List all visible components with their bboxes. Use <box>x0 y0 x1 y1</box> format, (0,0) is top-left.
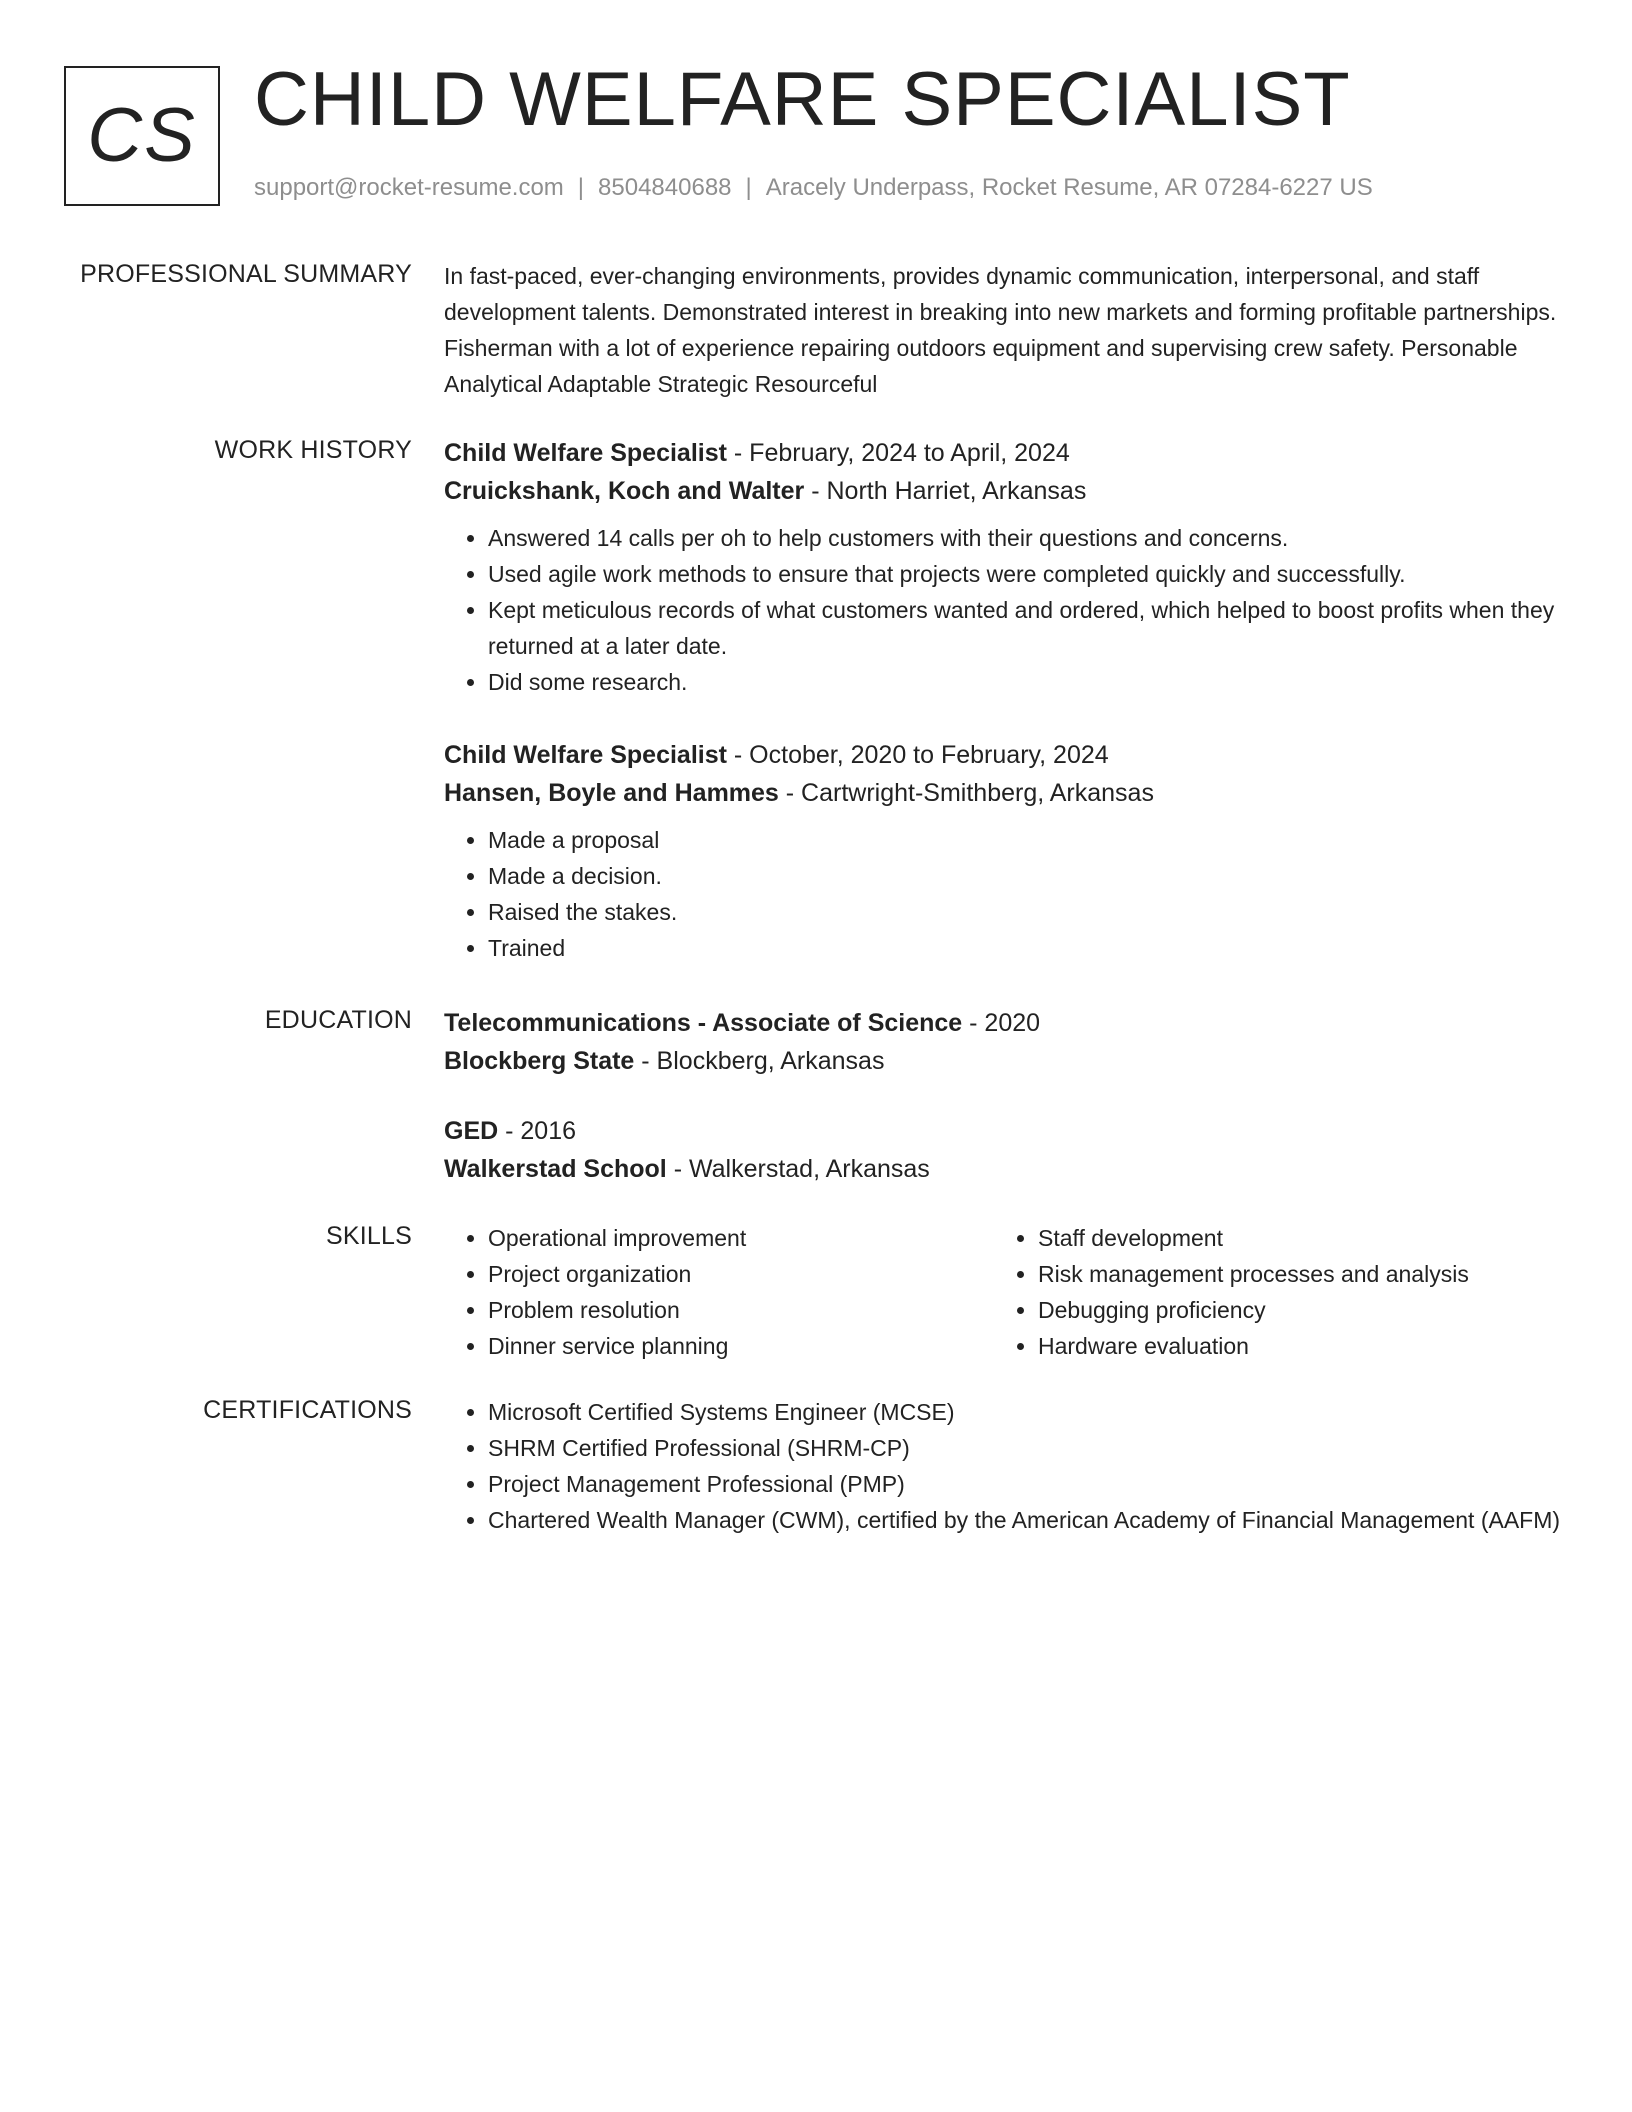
job-bullet: • Did some research. <box>488 664 1564 700</box>
job-company: Hansen, Boyle and Hammes <box>444 779 779 807</box>
skill-item: • Project organization <box>488 1256 994 1292</box>
summary-text: In fast-paced, ever-changing environments, provides dynamic communication, interpersonal, and staff development talents. Demonstrated interest in breaking into new markets and forming profitable partnerships. Fisherman with a lot of experience repairing outdoors equipment and supervising crew safety. Personable Analytical Adaptable Strategic Resourceful <box>444 263 1557 397</box>
job-location: - North Harriet, Arkansas <box>804 477 1087 505</box>
skill-item: • Problem resolution <box>488 1292 994 1328</box>
certifications-body <box>444 1394 1564 1538</box>
section-label-work-history: WORK HISTORY <box>214 436 412 464</box>
job-location: - Cartwright-Smithberg, Arkansas <box>778 779 1154 807</box>
skill-item: • Staff development <box>1038 1220 1544 1256</box>
job-company-line <box>444 774 1564 812</box>
skills-body <box>444 1220 1564 1364</box>
section-label-summary: PROFESSIONAL SUMMARY <box>80 260 412 288</box>
job-title-line <box>444 736 1564 774</box>
job-dates: - February, 2024 to April, 2024 <box>726 439 1070 467</box>
degree-name: Telecommunications - Associate of Science <box>444 1009 963 1037</box>
contact-email[interactable]: support@rocket-resume.com <box>254 174 564 201</box>
skills-list-right <box>994 1220 1544 1364</box>
contact-address: Aracely Underpass, Rocket Resume, AR 07284-6227 US <box>765 174 1373 201</box>
degree-year: - 2020 <box>962 1009 1041 1037</box>
job-bullet: • Raised the stakes. <box>488 894 1564 930</box>
degree-name: GED <box>444 1117 499 1145</box>
job-bullets <box>444 822 1564 966</box>
school-location: - Walkerstad, Arkansas <box>666 1155 930 1183</box>
job-company: Cruickshank, Koch and Walter <box>444 477 805 505</box>
skills-list-left <box>444 1220 994 1364</box>
job-bullet: • Made a decision. <box>488 858 1564 894</box>
skill-item: • Debugging proficiency <box>1038 1292 1544 1328</box>
contact-line <box>254 172 1373 203</box>
skill-item: • Hardware evaluation <box>1038 1328 1544 1364</box>
skills-columns <box>444 1220 1544 1364</box>
job-bullet: • Answered 14 calls per oh to help customers with their questions and concerns. <box>488 520 1564 556</box>
education-entry <box>444 1004 1564 1080</box>
skill-item: • Operational improvement <box>488 1220 994 1256</box>
job-dates: - October, 2020 to February, 2024 <box>726 741 1109 769</box>
section-label-skills: SKILLS <box>326 1222 412 1250</box>
job-company-line <box>444 472 1564 510</box>
school-name: Blockberg State <box>444 1047 635 1075</box>
education-body <box>444 1004 1564 1220</box>
contact-phone[interactable]: 8504840688 <box>598 174 732 201</box>
resume-title: CHILD WELFARE SPECIALIST <box>254 57 1351 142</box>
job-bullet: • Made a proposal <box>488 822 1564 858</box>
school-line <box>444 1150 1564 1188</box>
contact-separator: | <box>577 174 585 201</box>
job-bullets <box>444 520 1564 700</box>
degree-year: - 2016 <box>498 1117 577 1145</box>
contact-separator: | <box>745 174 752 201</box>
work-history-body <box>444 434 1564 1002</box>
job-title: Child Welfare Specialist <box>444 741 727 769</box>
certifications-list <box>444 1394 1564 1538</box>
monogram-box <box>64 66 220 206</box>
certification-item: • Project Management Professional (PMP) <box>488 1466 1564 1502</box>
skill-item: • Risk management processes and analysis <box>1038 1256 1544 1292</box>
certification-item: • SHRM Certified Professional (SHRM-CP) <box>488 1430 1564 1466</box>
monogram-initials: CS <box>87 93 197 178</box>
school-location: - Blockberg, Arkansas <box>634 1047 885 1075</box>
job-entry <box>444 736 1564 966</box>
skill-item: • Dinner service planning <box>488 1328 994 1364</box>
job-title-line <box>444 434 1564 472</box>
job-entry <box>444 434 1564 700</box>
degree-line <box>444 1004 1564 1042</box>
job-title: Child Welfare Specialist <box>444 439 727 467</box>
certification-item: • Chartered Wealth Manager (CWM), certified by the American Academy of Financial Management (AAFM) <box>488 1502 1564 1538</box>
section-label-education: EDUCATION <box>264 1006 412 1034</box>
school-line <box>444 1042 1564 1080</box>
job-bullet: • Kept meticulous records of what customers wanted and ordered, which helped to boost profits when they returned at a later date. <box>488 592 1564 664</box>
section-label-certifications: CERTIFICATIONS <box>203 1396 412 1424</box>
job-bullet: • Trained <box>488 930 1564 966</box>
school-name: Walkerstad School <box>444 1155 667 1183</box>
certification-item: • Microsoft Certified Systems Engineer (MCSE) <box>488 1394 1564 1430</box>
education-entry <box>444 1112 1564 1188</box>
job-bullet: • Used agile work methods to ensure that projects were completed quickly and successfully. <box>488 556 1564 592</box>
summary-body <box>444 258 1564 402</box>
degree-line <box>444 1112 1564 1150</box>
